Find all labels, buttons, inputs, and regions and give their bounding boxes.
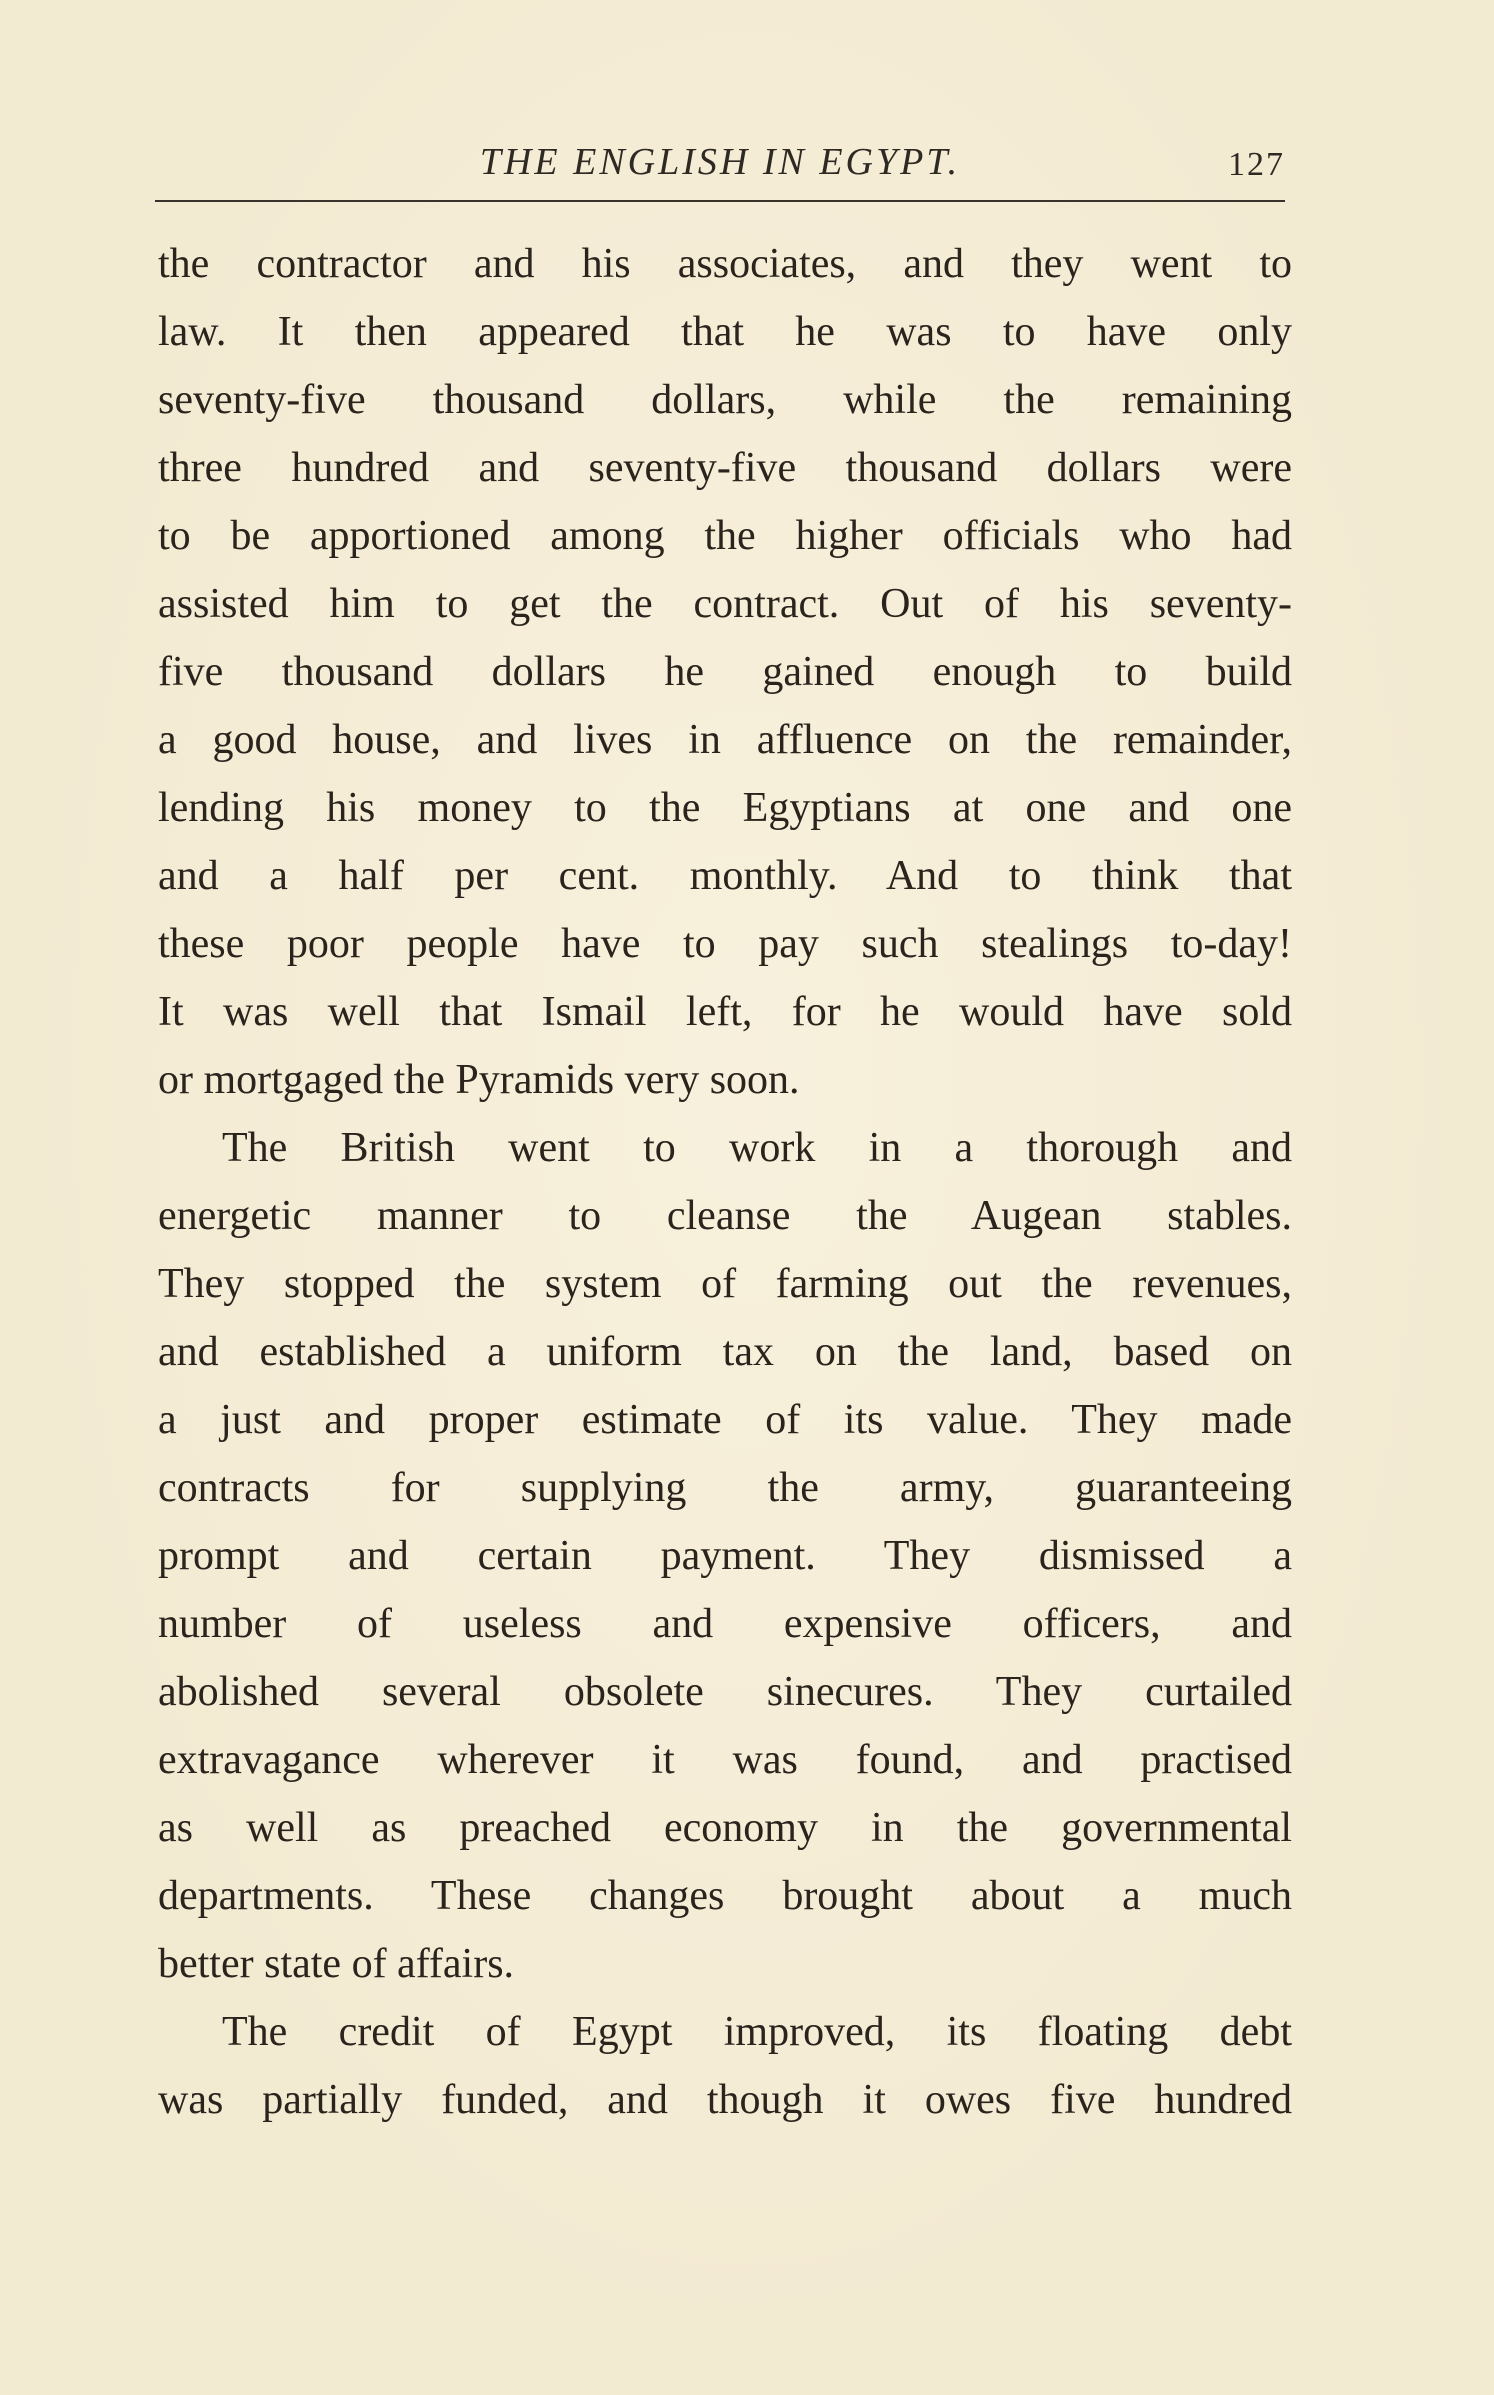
text-line: prompt and certain payment. They dismissed a — [158, 1533, 1292, 1579]
text-line: number of useless and expensive officers, and — [158, 1601, 1292, 1647]
text-line: a good house, and lives in affluence on the remainder, — [158, 717, 1292, 763]
text-line: contracts for supplying the army, guaranteeing — [158, 1465, 1292, 1511]
text-line: law. It then appeared that he was to have only — [158, 309, 1292, 355]
page-number: 127 — [1228, 146, 1285, 183]
text-line: and a half per cent. monthly. And to think that — [158, 853, 1292, 899]
text-line: and established a uniform tax on the land, based on — [158, 1329, 1292, 1375]
text-line: was partially funded, and though it owes five hundred — [158, 2077, 1292, 2123]
paragraph-end-line: better state of affairs. — [158, 1941, 515, 1987]
body-text — [158, 230, 1292, 2134]
paragraph-end-line: or mortgaged the Pyramids very soon. — [158, 1057, 800, 1103]
header-rule — [155, 200, 1285, 202]
text-line: to be apportioned among the higher officials who had — [158, 513, 1292, 559]
text-line: It was well that Ismail left, for he would have sold — [158, 989, 1292, 1035]
text-line: five thousand dollars he gained enough to build — [158, 649, 1292, 695]
page-header — [155, 140, 1285, 200]
text-line: a just and proper estimate of its value. They made — [158, 1397, 1292, 1443]
text-line: these poor people have to pay such stealings to-day! — [158, 921, 1292, 967]
text-line: three hundred and seventy-five thousand dollars were — [158, 445, 1292, 491]
text-line: extravagance wherever it was found, and practised — [158, 1737, 1292, 1783]
text-line: assisted him to get the contract. Out of his seventy- — [158, 581, 1292, 627]
paragraph-start-line: The credit of Egypt improved, its floating debt — [222, 2009, 1292, 2055]
running-title: THE ENGLISH IN EGYPT. — [479, 141, 961, 183]
text-line: the contractor and his associates, and they went to — [158, 241, 1292, 287]
text-line: abolished several obsolete sinecures. They curtailed — [158, 1669, 1292, 1715]
text-line: lending his money to the Egyptians at one and one — [158, 785, 1292, 831]
text-line: They stopped the system of farming out the revenues, — [158, 1261, 1292, 1307]
text-line: as well as preached economy in the governmental — [158, 1805, 1292, 1851]
text-line: seventy-five thousand dollars, while the remaining — [158, 377, 1292, 423]
text-line: energetic manner to cleanse the Augean stables. — [158, 1193, 1292, 1239]
paragraph-start-line: The British went to work in a thorough and — [222, 1125, 1292, 1171]
text-line: departments. These changes brought about a much — [158, 1873, 1292, 1919]
